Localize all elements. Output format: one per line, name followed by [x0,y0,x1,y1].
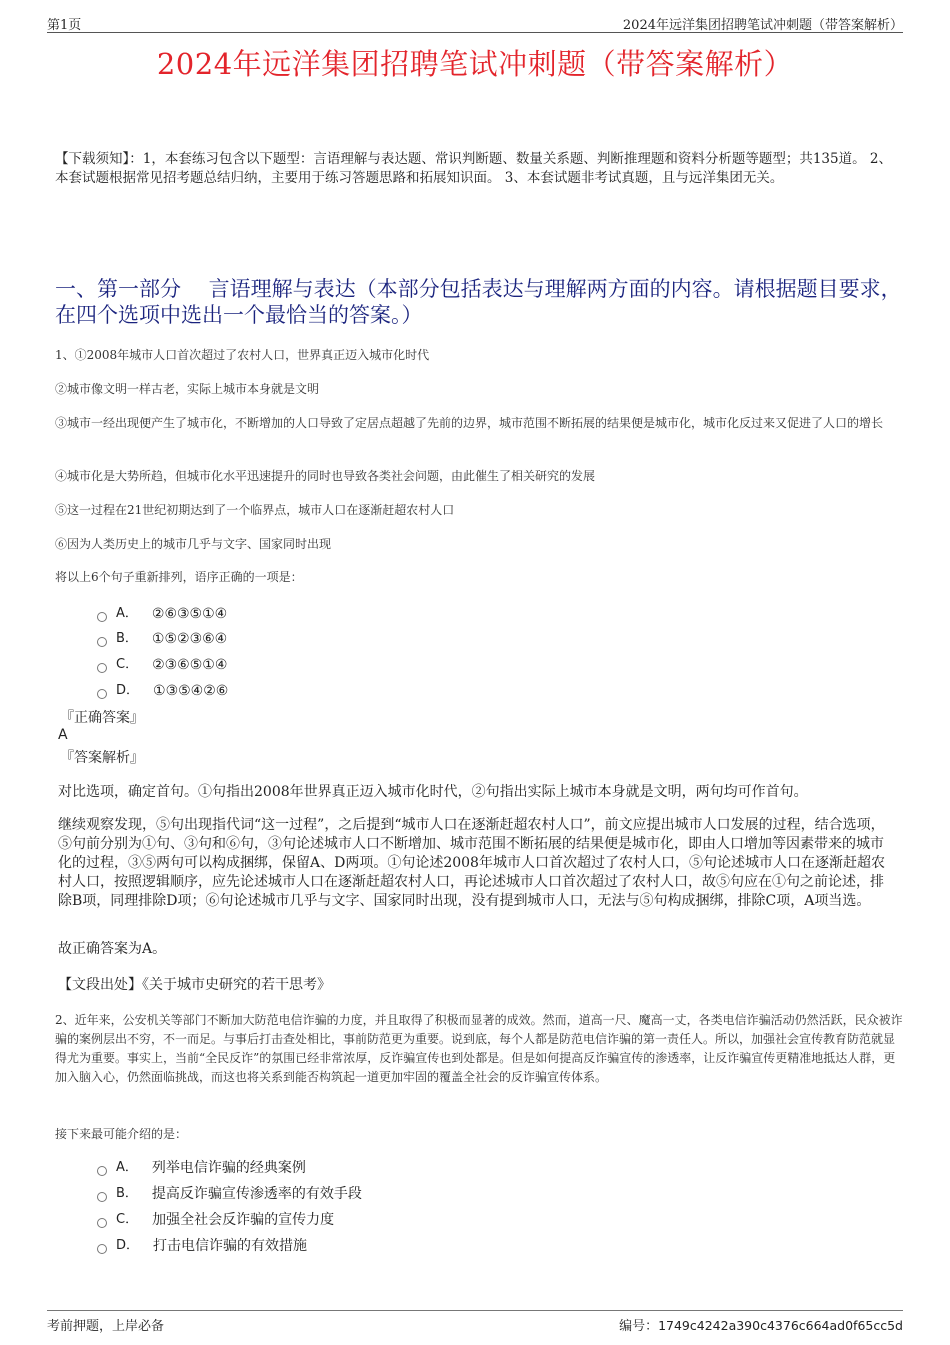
radio-icon[interactable] [97,1218,107,1228]
analysis-label: 『答案解析』 [60,750,144,766]
page-number: 第1页 [47,18,82,33]
page-header [47,14,903,33]
q2-option-b[interactable] [97,1184,362,1204]
q1-sentence-6: ⑥因为人类历史上的城市几乎与文字、国家同时出现 [55,537,332,551]
page-footer [47,1310,903,1334]
answer-value: A [58,727,68,743]
option-text: 加强全社会反诈骗的宣传力度 [152,1212,335,1228]
option-letter: B． [116,631,138,646]
q2-option-d[interactable] [97,1236,307,1256]
option-letter: D． [116,1238,140,1253]
q1-stem: 1、①2008年城市人口首次超过了农村人口，世界真正迈入城市化时代 [55,348,430,362]
radio-icon[interactable] [97,663,107,673]
option-text: ①③⑤④②⑥ [153,683,229,699]
download-notice: 【下载须知】：1，本套练习包含以下题型：言语理解与表达题、常识判断题、数量关系题、判断推理题和资料分析题等题型；共135道。 2、本套试题根据常见招考题总结归纳，主要用于练习答题思路和拓展知识面。 3、本套试题非考试真题，且与远洋集团无关。 [55,151,892,186]
header-doc-title: 2024年远洋集团招聘笔试冲刺题（带答案解析） [622,18,903,33]
option-text: ②⑥③⑤①④ [151,606,228,622]
radio-icon[interactable] [97,1244,107,1254]
option-letter: B． [116,1186,138,1201]
page-title: 2024年远洋集团招聘笔试冲刺题（带答案解析） [156,47,794,81]
option-text: 打击电信诈骗的有效措施 [153,1238,308,1254]
q1-sentence-2: ②城市像文明一样古老，实际上城市本身就是文明 [55,382,320,396]
footer-code-label: 编号： [619,1319,659,1334]
q1-option-b[interactable] [97,629,227,649]
q1-option-d[interactable] [97,681,228,701]
analysis-paragraph-1: 对比选项，确定首句。①句指出2008年世界真正迈入城市化时代，②句指出实际上城市本身就是文明，两句均可作首句。 [58,784,808,800]
q2-prompt: 接下来最可能介绍的是： [55,1127,188,1141]
q1-sentence-4: ④城市化是大势所趋，但城市化水平迅速提升的同时也导致各类社会问题，由此催生了相关研究的发展 [55,469,596,483]
radio-icon[interactable] [97,612,107,622]
q1-option-a[interactable] [97,604,227,624]
answer-label: 『正确答案』 [60,710,144,726]
option-letter: C． [116,1212,139,1227]
analysis-paragraph-2: 继续观察发现，⑤句出现指代词“这一过程”，之后提到“城市人口在逐渐赶超农村人口”，前文应提出城市人口发展的过程，结合选项，⑤句前分别为①句、③句和⑥句，③句论述城市人口不断增加、城市范围不断拓展的结果便是城市化，即由人口增加等因素带来的城市化的过程，③⑤两句可以构成捆绑，保留A、D两项。①句论述2008年城市人口首次超过了农村人口，⑤句论述城市人口在逐渐赶超农村人口，按照逻辑顺序，应先论述城市人口在逐渐赶超农村人口，再论述城市人口首次超过了农村人口，故⑤句应在①句之前论述，排除B项，同理排除D项；⑥句论述城市几乎与文字、国家同时出现，没有提到城市人口，无法与⑤句构成捆绑，排除C项，A项当选。 [58,817,885,909]
q1-sentence-3: ③城市一经出现便产生了城市化，不断增加的人口导致了定居点超越了先前的边界，城市范围不断拓展的结果便是城市化，城市化反过来又促进了人口的增长 [55,416,884,430]
section-title: 一、第一部分 言语理解与表达（本部分包括表达与理解两方面的内容。请根据题目要求，在四个选项中选出一个最恰当的答案。） [55,277,902,327]
q1-option-c[interactable] [97,655,227,675]
option-text: ②③⑥⑤①④ [152,657,228,673]
analysis-conclusion: 故正确答案为A。 [58,941,167,957]
radio-icon[interactable] [97,689,107,699]
option-text: 列举电信诈骗的经典案例 [151,1160,306,1176]
q2-option-c[interactable] [97,1210,334,1230]
option-letter: A． [116,606,138,621]
option-letter: D． [116,683,140,698]
option-letter: A． [116,1160,138,1175]
q2-option-a[interactable] [97,1158,306,1178]
option-letter: C． [116,657,139,672]
footer-slogan: 考前押题，上岸必备 [47,1319,165,1334]
radio-icon[interactable] [97,1166,107,1176]
footer-code [619,1315,903,1334]
text-source: 【文段出处】《关于城市史研究的若干思考》 [58,977,331,993]
radio-icon[interactable] [97,637,107,647]
option-text: 提高反诈骗宣传渗透率的有效手段 [151,1186,362,1202]
option-text: ①⑤②③⑥④ [151,631,228,647]
footer-code-value: 1749c4242a390c4376c664ad0f65cc5d [658,1318,903,1333]
q2-stem: 2、近年来，公安机关等部门不断加大防范电信诈骗的力度，并且取得了积极而显著的成效。然而，道高一尺、魔高一丈，各类电信诈骗活动仍然活跃，民众被诈骗的案例层出不穷，不一而足。与事后打击查处相比，事前防范更为重要。说到底，每个人都是防范电信诈骗的第一责任人。所以，加强社会宣传教育防范就显得尤为重要。事实上，当前“全民反诈”的氛围已经非常浓厚，反诈骗宣传也到处都是。但是如何提高反诈骗宣传的渗透率，让反诈骗宣传更精准地抵达人群，更加入脑入心，仍然面临挑战，而这也将关系到能否构筑起一道更加牢固的覆盖全社会的反诈骗宣传体系。 [55,1013,903,1084]
q1-sentence-5: ⑤这一过程在21世纪初期达到了一个临界点，城市人口在逐渐赶超农村人口 [55,503,455,517]
radio-icon[interactable] [97,1192,107,1202]
q1-prompt: 将以上6个句子重新排列，语序正确的一项是： [55,570,303,584]
